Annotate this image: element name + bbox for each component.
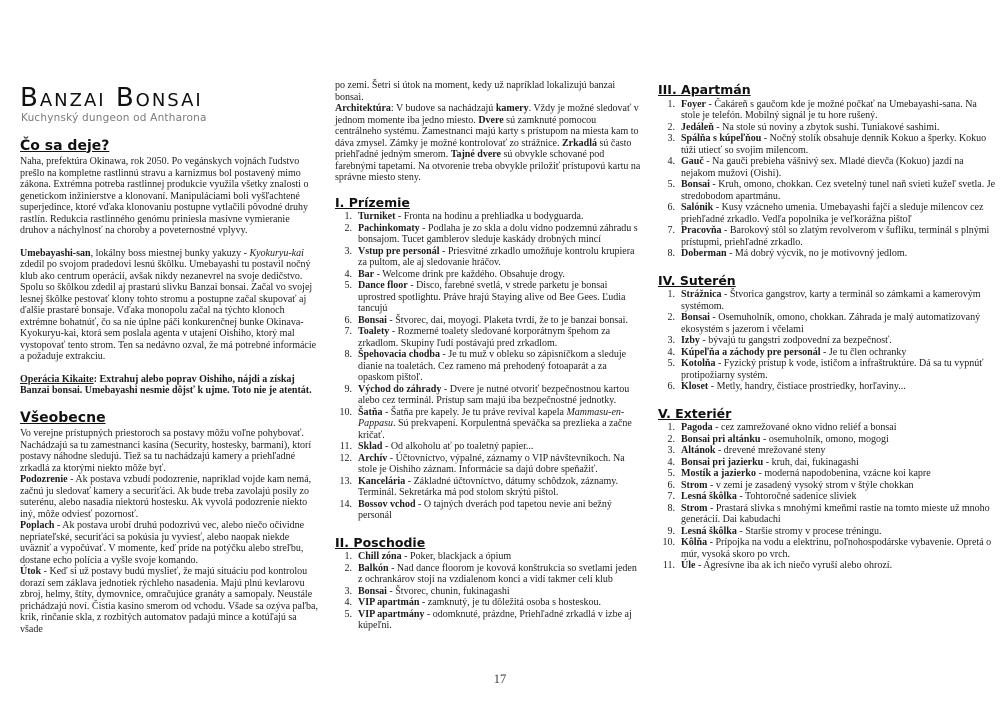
text-run: : V budove sa nachádzajú xyxy=(390,103,496,114)
text-run: Dvere xyxy=(478,114,504,126)
item-description: Štvorica gangstrov, karty a terminál so zámkami a kamerovým systémom. xyxy=(681,289,981,312)
item-description: moderná napodobenina, vzácne koi kapre xyxy=(764,468,931,479)
item-term: Doberman xyxy=(681,248,727,259)
item-description: odomknuté, prázdne, Priehľadné zrkadlá v izbe aj kúpeľni. xyxy=(358,608,632,631)
item-term: Bonsai xyxy=(681,312,710,323)
item-term: Bonsai pri altánku xyxy=(681,433,761,445)
section-heading-second-floor: II. Poschodie xyxy=(335,534,426,550)
section-heading-what-is-happening: Čo sa deje? xyxy=(20,137,110,154)
item-term: Dance floor xyxy=(358,280,408,291)
list-item: 5. Mostík a jazierko - moderná napodobenina, vzácne koi kapre xyxy=(658,468,996,480)
item-term: Kôlňa xyxy=(681,537,708,548)
text-run: sú zamknuté pomocou centrálneho systému. Zamestnanci majú karty s prístupom na miesta kam to dáva zmysel. Zámky je možné kontrolovať zo strážnice. xyxy=(335,114,639,149)
item-number: 10. xyxy=(339,406,352,418)
item-description: Fronta na hodinu a prehliadka u bodyguarda. xyxy=(403,211,584,222)
item-number: 3. xyxy=(667,335,675,346)
item-number: 14. xyxy=(339,498,352,510)
item-description: Staršie stromy v procese tréningu. xyxy=(745,525,882,537)
list-item: 4. Bonsai pri jazierku - kruh, dai, fukinagashi xyxy=(658,457,996,469)
alert-levels-list xyxy=(20,474,319,635)
item-description: Od alkoholu ať po toaletný papier... xyxy=(390,441,534,452)
section-heading-ground-floor: I. Prízemie xyxy=(335,194,410,210)
list-item: 6. Salónik - Kusy vzácneho umenia. Umebayashi fajčí a sleduje milencov cez priehľadné zrkadlo. Vedľa popolníka je veľkorážna pištoľ xyxy=(658,202,996,225)
list-item: 4. Kúpeľňa a záchody pre personál - Je tu člen ochranky xyxy=(658,347,996,359)
item-number: 8. xyxy=(344,349,352,360)
item-description: Základné účtovníctvo, dátumy schôdzok, záznamy. Terminál. Sekretárka má pod stolom skrýtú pištol. xyxy=(358,475,619,498)
list-item: 1. Turniket - Fronta na hodinu a prehliadka u bodyguarda. xyxy=(335,211,641,223)
item-description: Nočný stolík obsahuje denník Kokuo a šperky. Kokuo túži utiecť so svojim milencom. xyxy=(681,133,987,156)
item-description: Poker, blackjack a ópium xyxy=(409,551,512,562)
list-item: 6. Bonsai - Štvorec, dai, moyogi. Plaketa tvrdí, že to je banzai bonsai. xyxy=(335,315,641,327)
item-number: 2. xyxy=(344,222,352,234)
list-item: 5. Bonsai - Kruh, omono, chokkan. Cez svetelný tunel naň svieti kužeľ svetla. Je stredobodom apartmánu. xyxy=(658,179,996,202)
item-term: Podozrenie xyxy=(20,474,68,485)
second-floor-list xyxy=(335,551,641,632)
item-number: 5. xyxy=(667,358,675,369)
section-heading-apartment: III. Apartmán xyxy=(658,82,751,97)
item-description: Štvorec, dai, moyogi. Plaketa tvrdí, že to je banzai bonsai. xyxy=(395,314,628,326)
item-number: 3. xyxy=(667,133,675,144)
item-term: Toalety xyxy=(358,326,390,337)
item-term: Gauč xyxy=(681,156,704,167)
section-heading-basement: IV. Suterén xyxy=(658,272,736,288)
list-item: 2. Jedáleň - Na stole sú noviny a zbytok sushi. Tuniakové sashimi. xyxy=(658,122,996,134)
list-item: 1. Pagoda - cez zamrežované okno vidno reliéf a bonsai xyxy=(658,422,996,434)
list-item: 6. Strom - v zemi je zasadený vysoký strom v štýle chokkan xyxy=(658,480,996,492)
list-item: 13. Kancelária - Základné účtovníctvo, dátumy schôdzok, záznamy. Terminál. Sekretárka má pod stolom skrýtú pištol. xyxy=(335,476,641,499)
item-term: Izby xyxy=(681,335,700,346)
general-paragraph: Vo verejne prístupných priestoroch sa postavy môžu voľne pohybovať. Nachádzajú sa tu zamestnanci kasína (Security, hostesky, barmani), ktorí postavy náhodne sledujú. Tiež sa tu nachádzajú kamery a priehľadné zrkadlá za ktorými niekto môže byť. xyxy=(20,428,312,474)
item-number: 1. xyxy=(667,289,675,300)
item-number: 5. xyxy=(344,608,352,620)
text-run: kamery xyxy=(495,103,529,114)
list-item: 1. Strážnica - Štvorica gangstrov, karty a terminál so zámkami a kamerovým systémom. xyxy=(658,289,996,312)
text-run: . Vždy je možné sledovať v jednom momente iba jedno miesto. xyxy=(335,103,639,126)
section-heading-general: Všeobecne xyxy=(20,409,106,426)
item-number: 5. xyxy=(667,468,675,479)
text-run: , lokálny boss miestnej bunky yakuzy - xyxy=(90,247,250,259)
item-number: 6. xyxy=(667,479,675,491)
item-number: 2. xyxy=(667,312,675,323)
item-term: Strážnica xyxy=(681,289,722,300)
apartment-list xyxy=(658,99,996,260)
item-term: Mostík a jazierko xyxy=(681,468,756,479)
text-run: Mammasu-en-Pappasu xyxy=(358,406,625,429)
item-term: Bonsai xyxy=(358,314,387,326)
item-number: 4. xyxy=(344,597,352,608)
item-description: Na gauči prebieha vášnivý sex. Mladé dievča (Kokuo) jazdí na nejakom mužovi (Oishi). xyxy=(681,156,964,179)
text-run: : Extrahuj alebo poprav Oishiho, nájdi a získaj Banzai bonsai. Umebayashi nesmie dôjsť k ujme. Toto nie je atentát. xyxy=(20,373,312,396)
list-item: 4. Gauč - Na gauči prebieha vášnivý sex. Mladé dievča (Kokuo) jazdí na nejakom mužovi (Oishi). xyxy=(658,156,996,179)
item-term: Balkón xyxy=(358,562,389,574)
item-number: 3. xyxy=(667,445,675,456)
list-item: 7. Toalety - Rozmerné toalety sledované korporátnym špehom za zrkadlom. Skupiny ľudí postávajú pred zrkadlom. xyxy=(335,326,641,349)
item-description: zamknutý, je tu dôležitá osoba s hosteskou. xyxy=(427,597,602,608)
item-description: Kruh, omono, chokkan. Cez svetelný tunel naň svieti kužeľ svetla. Je stredobodom apartmánu. xyxy=(681,179,996,202)
continuation-paragraph: po zemi. Šetri si útok na moment, kedy už napríklad lokalizujú banzai bonsai. xyxy=(335,80,616,103)
item-number: 8. xyxy=(667,248,675,259)
item-term: Bonsai xyxy=(681,179,710,190)
item-description: Prípojka na vodu a elektrinu, poľnohospodárske vybavenie. Opretá o múr, vysoká skoro po vrch. xyxy=(681,537,992,560)
item-term: Archív xyxy=(358,452,388,464)
list-item: 8. Špehovacia chodba - Je tu muž v obleku so zápisníčkom a sleduje dianie na toaletách. Cez rameno má prehodený fotoaparát a za opaskom pištoľ. xyxy=(335,349,641,384)
list-item: 1. Foyer - Čakáreň s gaučom kde je možné počkať na Umebayashi-sana. Na stole je telefón. Mobilný signál je tu hore rušený. xyxy=(658,99,996,122)
item-description: Disco, farebné svetlá, v strede parketu je bonsai uprostred spotlightu. Práve hrajú Staying alive od Bee Gees. Ľudia tancujú xyxy=(358,280,626,314)
item-term: Bar xyxy=(358,268,375,280)
intro-paragraph: Naha, prefektúra Okinawa, rok 2050. Po vegánskych vojnách ľudstvo prešlo na kompletne rastlinnú stravu a karnizmus bol postavený mimo zákona. Extrémna potreba rastlinnej produkcie využila všetky znalosti o genetickom inžinierstve a klonovaní. Manipuláciami boli vyšľachtené superjedince, ktoré vďaka klonovaniu postupne vytlačili pôvodné druhy rastlín. Redukcia rastlinného genómu priniesla masívne vymieranie druhov a náchylnosť na choroby a poveternostné vplyvy. xyxy=(20,156,309,236)
item-description: Metly, handry, čistiace prostriedky, horľaviny... xyxy=(716,381,906,392)
item-description: Je tu muž v obleku so zápisníčkom a sleduje dianie na toaletách. Cez rameno má prehodený fotoaparát a za opaskom pištoľ. xyxy=(358,349,627,383)
list-item: 11. Sklad - Od alkoholu ať po toaletný papier... xyxy=(335,441,641,453)
list-item: Poplach - Ak postava urobí druhú podozrivú vec, alebo niečo očividne nepriateľské, securiťáci sa pokúsia ju vyviesť, alebo naopak niekde uväzniť a vypočúvať. V momente, keď príde na potýčku alebo streľbu, dostane echo polícia a vyšle svoje komando. xyxy=(20,520,305,566)
list-item: 8. Doberman - Má dobrý výcvik, no je motivovný jedlom. xyxy=(658,248,996,260)
list-item: Útok - Keď si už postavy budú myslieť, že majú situáciu pod kontrolou dorazí sem záklava jednotiek rýchleho nasadenia. Majú plnú kevlarovu zbroj, helmy, štíty, dymovnice, omračujúce granáty a samopaly. Neustále prichádzajú noví. Čistia kasíno smerom od vchodu. Všade sa ozýva paľba, krik, rinčanie skla, z rozbitých automatov padajú mince a kotúľajú sa všade xyxy=(20,566,318,635)
list-item: 10. Šatňa - Šatňa pre kapely. Je tu práve revival kapela Mammasu-en-Pappasu. Sú prekvapení. Korpulentná speváčka sa prezlieka a začne kričať. xyxy=(335,407,641,442)
item-description: Barokový stôl so zlatým revolverom v šuflíku, terminál s plnými prístupmi, priehľadné zrkadlo. xyxy=(681,225,990,248)
item-description: Agresívne iba ak ich niečo vyruší alebo ohrozí. xyxy=(703,560,893,571)
item-term: Spálňa s kúpeľňou xyxy=(681,133,762,144)
list-item: 3. Vstup pre personál - Priesvitné zrkadlo umožňuje kontrolu krupiera za pultom, ale aj sledovanie hráčov. xyxy=(335,246,641,269)
list-item: 6. Kloset - Metly, handry, čistiace prostriedky, horľaviny... xyxy=(658,381,996,393)
page-subtitle: Kuchynský dungeon od Antharona xyxy=(21,112,207,124)
item-term: Lesná škôlka xyxy=(681,491,737,502)
list-item: 2. Bonsai pri altánku - osemuholník, omono, mogogi xyxy=(658,434,996,446)
text-run: Šatňa pre kapely. Je tu práve revival kapela xyxy=(390,406,567,418)
item-description: Ak postava urobí druhú podozrivú vec, alebo niečo očividne nepriateľské, securiťáci sa pokúsia ju vyviesť, alebo naopak niekde uväzniť a vypočúvať. V momente, keď príde na potýčku alebo streľbu, dostane echo polícia a vyšle svoje komando. xyxy=(20,520,305,566)
right-column xyxy=(658,80,996,572)
item-number: 1. xyxy=(344,211,352,222)
item-description: Účtovníctvo, výpalné, záznamy o VIP návštevníkoch. Na stole je Oishiho záznam. Informácie sa dajú dobre speňažiť. xyxy=(358,452,625,475)
item-number: 2. xyxy=(667,433,675,445)
item-number: 1. xyxy=(667,422,675,433)
list-item: 10. Kôlňa - Prípojka na vodu a elektrinu, poľnohospodárske vybavenie. Opretá o múr, vysoká skoro po vrch. xyxy=(658,537,996,560)
item-number: 7. xyxy=(344,326,352,337)
item-number: 1. xyxy=(344,551,352,562)
list-item: 9. Východ do záhrady - Dvere je nutné otvoriť bezpečnostnou kartou alebo cez terminál. Prístup sam majú iba bezpečnostné jednotky. xyxy=(335,384,641,407)
basement-list xyxy=(658,289,996,393)
list-item: 1. Chill zóna - Poker, blackjack a ópium xyxy=(335,551,641,563)
text-run: Zrkadlá xyxy=(561,137,597,149)
left-column xyxy=(20,84,319,635)
item-number: 6. xyxy=(667,381,675,392)
list-item: 14. Bossov vchod - O tajných dverách pod tapetou nevie ani bežný personál xyxy=(335,499,641,522)
item-term: Pagoda xyxy=(681,422,713,433)
list-item: 9. Lesná škôlka - Staršie stromy v procese tréningu. xyxy=(658,526,996,538)
item-term: VIP apartmány xyxy=(358,608,425,620)
item-number: 9. xyxy=(667,525,675,537)
text-run: sú obvykle schované pod farebnými tapetami. Na otvorenie treba obvykle priložiť prístupovú kartu na správne miesto steny. xyxy=(335,149,641,183)
item-term: Vstup pre personál xyxy=(358,245,440,257)
item-description: Tohtoročné sadenice sliviek xyxy=(745,491,857,502)
item-number: 2. xyxy=(667,121,675,133)
item-term: Turniket xyxy=(358,211,396,222)
list-item: 8. Strom - Prastará slivka s mnohými kmeňmi rastie na tomto mieste už mnoho generácií. Dai kabudachi xyxy=(658,503,996,526)
item-term: Strom xyxy=(681,479,708,491)
list-item: 11. Úle - Agresívne iba ak ich niečo vyruší alebo ohrozí. xyxy=(658,560,996,572)
item-number: 3. xyxy=(344,585,352,597)
list-item: 3. Izby - bývajú tu gangstri zodpovední za bezpečnosť. xyxy=(658,335,996,347)
item-number: 11. xyxy=(662,560,675,571)
item-term: Kloset xyxy=(681,381,709,392)
item-number: 2. xyxy=(344,562,352,574)
item-number: 9. xyxy=(344,383,352,395)
item-number: 10. xyxy=(662,537,675,548)
operation-paragraph xyxy=(20,374,319,397)
item-description: Podlaha je zo skla a dolu vidno podzemnú záhradu s bonsajom. Tucet gamblerov sleduje kaskády drobných mincí xyxy=(358,222,638,245)
list-item: 3. Spálňa s kúpeľňou - Nočný stolík obsahuje denník Kokuo a šperky. Kokuo túži utiecť so svojim milencom. xyxy=(658,133,996,156)
item-number: 4. xyxy=(344,268,352,280)
text-run: Architektúra xyxy=(335,103,391,114)
item-term: Salónik xyxy=(681,202,714,213)
list-item: 4. VIP apartmán - zamknutý, je tu dôležitá osoba s hosteskou. xyxy=(335,597,641,609)
item-term: Bonsai pri jazierku xyxy=(681,456,764,468)
list-item: 2. Balkón - Nad dance floorom je kovová konštrukcia so svetlami jeden z ochrankárov stojí na vzdialenom konci a vidí takmer celí klub xyxy=(335,563,641,586)
item-description: Osemuholník, omono, chokkan. Záhrada je malý automatizovaný ekosystém s jazerom i včelami xyxy=(681,312,981,335)
item-description: Ak postava vzbudí podozrenie, napríklad vojde kam nemá, začnú ju sledovať kamery a securiťáci. Ak bude treba zavolajú posily zo suterénu, alebo nasadia niektorú hostesku. Ak vyvolá podozrenie niekto iný, môže odviesť pozornosť. xyxy=(20,474,312,520)
list-item: 4. Bar - Welcome drink pre každého. Obsahuje drogy. xyxy=(335,269,641,281)
list-item: Podozrenie - Ak postava vzbudí podozrenie, napríklad vojde kam nemá, začnú ju sledovať kamery a securiťáci. Ak bude treba zavolajú posily zo suterénu, alebo nasadia niektorú hostesku. Ak vyvolá podozrenie niekto iný, môže odviesť pozornosť. xyxy=(20,474,312,520)
item-description: v zemi je zasadený vysoký strom v štýle chokkan xyxy=(715,479,914,491)
text-run: Operácia Kikaite xyxy=(20,373,94,385)
item-description: Priesvitné zrkadlo umožňuje kontrolu krupiera za pultom, ale aj sledovanie hráčov. xyxy=(358,245,635,268)
item-description: O tajných dverách pod tapetou nevie ani bežný personál xyxy=(358,498,612,521)
item-number: 8. xyxy=(667,502,675,514)
item-number: 4. xyxy=(667,156,675,167)
item-description: Prastará slivka s mnohými kmeňmi rastie na tomto mieste už mnoho generácií. Dai kabudachi xyxy=(681,502,990,525)
item-description: Nad dance floorom je kovová konštrukcia so svetlami jeden z ochrankárov stojí na vzdialenom konci a vidí takmer celí klub xyxy=(358,562,637,585)
text-run: . Sú prekvapení. Korpulentná speváčka sa prezlieka a začne kričať. xyxy=(358,418,632,441)
item-term: Lesná škôlka xyxy=(681,525,737,537)
item-term: Kancelária xyxy=(358,475,406,487)
item-term: Strom xyxy=(681,502,708,514)
item-term: Úle xyxy=(681,560,696,571)
item-description: Welcome drink pre každého. Obsahuje drogy. xyxy=(382,268,565,280)
item-term: Špehovacia chodba xyxy=(358,349,440,360)
item-number: 6. xyxy=(667,202,675,213)
umebayashi-paragraph xyxy=(20,248,319,363)
item-term: Útok xyxy=(20,566,42,577)
item-term: VIP apartmán xyxy=(358,597,420,608)
item-term: Pachinkomaty xyxy=(358,222,420,234)
list-item: 2. Pachinkomaty - Podlaha je zo skla a dolu vidno podzemnú záhradu s bonsajom. Tucet gamblerov sleduje kaskády drobných mincí xyxy=(335,223,641,246)
list-item: 7. Lesná škôlka - Tohtoročné sadenice sliviek xyxy=(658,491,996,503)
item-term: Kúpeľňa a záchody pre personál xyxy=(681,346,821,358)
item-term: Pracovňa xyxy=(681,225,722,236)
item-term: Chill zóna xyxy=(358,551,402,562)
item-description: Kusy vzácneho umenia. Umebayashi fajčí a sleduje milencov cez priehľadné zrkadlo. Vedľa popolníka je veľkorážna pištoľ xyxy=(681,202,984,225)
list-item: 5. Kotolňa - Fyzický prístup k vode, ističom a infraštruktúre. Dá sa tu vypnúť protipožiarny systém. xyxy=(658,358,996,381)
item-description: Je tu člen ochranky xyxy=(828,346,907,358)
item-number: 5. xyxy=(667,179,675,190)
list-item: 3. Altánok - drevené mrežované steny xyxy=(658,445,996,457)
item-number: 6. xyxy=(344,314,352,326)
item-description xyxy=(358,407,632,441)
page-number: 17 xyxy=(493,672,507,686)
list-item: 5. Dance floor - Disco, farebné svetlá, v strede parketu je bonsai uprostred spotlightu. Práve hrajú Staying alive od Bee Gees. Ľudia tancujú xyxy=(335,280,641,315)
text-run: Tajné dvere xyxy=(450,149,501,160)
item-description: osemuholník, omono, mogogi xyxy=(768,433,889,445)
item-term: Kotolňa xyxy=(681,358,716,369)
list-item: 5. VIP apartmány - odomknuté, prázdne, Priehľadné zrkadlá v izbe aj kúpeľni. xyxy=(335,609,641,632)
item-number: 4. xyxy=(667,346,675,358)
item-description: Čakáreň s gaučom kde je možné počkať na Umebayashi-sana. Na stole je telefón. Mobilný signál je tu hore rušený. xyxy=(681,98,977,121)
item-number: 13. xyxy=(339,475,352,487)
item-description: Štvorec, chunin, fukinagashi xyxy=(395,585,510,597)
item-description: Fyzický prístup k vode, ističom a infraštruktúre. Dá sa tu vypnúť protipožiarny systém. xyxy=(681,358,984,381)
item-number: 5. xyxy=(344,280,352,291)
item-description: kruh, dai, fukinagashi xyxy=(771,456,859,468)
item-description: Dvere je nutné otvoriť bezpečnostnou kartou alebo cez terminál. Prístup sam majú iba bezpečnostné jednotky. xyxy=(358,383,630,406)
item-number: 12. xyxy=(339,452,352,464)
item-number: 7. xyxy=(667,491,675,502)
item-number: 11. xyxy=(339,441,352,452)
exterior-list xyxy=(658,422,996,572)
list-item: 3. Bonsai - Štvorec, chunin, fukinagashi xyxy=(335,586,641,598)
item-term: Sklad xyxy=(358,441,383,452)
list-item: 7. Pracovňa - Barokový stôl so zlatým revolverom v šuflíku, terminál s plnými prístupmi, priehľadné zrkadlo. xyxy=(658,225,996,248)
text-run: sú často priehľadné jedným smerom. xyxy=(335,137,632,160)
list-item: 12. Archív - Účtovníctvo, výpalné, záznamy o VIP návštevníkoch. Na stole je Oishiho záznam. Informácie sa dajú dobre speňažiť. xyxy=(335,453,641,476)
item-description: Má dobrý výcvik, no je motivovný jedlom. xyxy=(734,248,908,259)
item-number: 1. xyxy=(667,98,675,110)
item-term: Foyer xyxy=(681,98,706,110)
item-description: Keď si už postavy budú myslieť, že majú situáciu pod kontrolou dorazí sem záklava jednotiek rýchleho nasadenia. Majú plnú kevlarovu zbroj, helmy, štíty, dymovnice, omračujúce granáty a samopaly. Neustále prichádzajú noví. Čistia kasíno smerom od vchodu. Všade sa ozýva paľba, krik, rinčanie skla, z rozbitých automatov padajú mince a kotúľajú sa všade xyxy=(20,566,318,635)
item-number: 4. xyxy=(667,456,675,468)
ground-floor-list xyxy=(335,211,641,522)
item-term: Bossov vchod xyxy=(358,498,416,510)
item-description: cez zamrežované okno vidno reliéf a bonsai xyxy=(721,422,897,433)
item-term: Poplach xyxy=(20,520,55,531)
item-number: 3. xyxy=(344,245,352,257)
item-description: Na stole sú noviny a zbytok sushi. Tuniakové sashimi. xyxy=(722,121,940,133)
item-term: Bonsai xyxy=(358,585,387,597)
item-term: Šatňa xyxy=(358,406,383,418)
item-description: bývajú tu gangstri zodpovední za bezpečnosť. xyxy=(708,335,892,346)
item-description: drevené mrežované steny xyxy=(723,445,826,456)
item-term: Východ do záhrady xyxy=(358,383,442,395)
text-run: Kyokuryu-kai xyxy=(249,247,304,259)
item-number: 7. xyxy=(667,225,675,236)
architecture-paragraph xyxy=(335,103,641,184)
text-run: zdedil po svojom pradedovi lesnú škôlku. Umebayashi tu postavil nočný klub ako centrum operácií, avšak nikdy nezanevrel na svoje dedičstvo. Spolu so škôlkou zdedil aj prastarú slivku Banzai bonsai. Začal vo svojej lesnej škôlke pestovať klony tohto stromu a postupne začal skupovať aj ďalšie prastaré bonsaje. Vďaka monopolu začal na týchto klonoch extrémne bohatnúť, čo sa nie úplne páči konkurenčnej bunke Okinava-Kyokuryu-kai, ktorá sem poslala agenta v utajení Oishiho, ktorý mal vystopovať tento strom. Ten sa nedávno ozval, že má potrebné informácie a požaduje extrakciu. xyxy=(20,259,317,362)
section-heading-exterior: V. Exteriér xyxy=(658,405,732,421)
item-description: Rozmerné toalety sledované korporátnym špehom za zrkadlom. Skupiny ľudí postávajú pred zrkadlom. xyxy=(358,326,611,349)
list-item: 2. Bonsai - Osemuholník, omono, chokkan. Záhrada je malý automatizovaný ekosystém s jazerom i včelami xyxy=(658,312,996,335)
text-run: Umebayashi-san xyxy=(20,247,91,259)
item-term: Jedáleň xyxy=(681,121,714,133)
middle-column xyxy=(335,80,641,632)
page-title: Banzai Bonsai xyxy=(20,83,203,113)
item-term: Altánok xyxy=(681,445,716,456)
